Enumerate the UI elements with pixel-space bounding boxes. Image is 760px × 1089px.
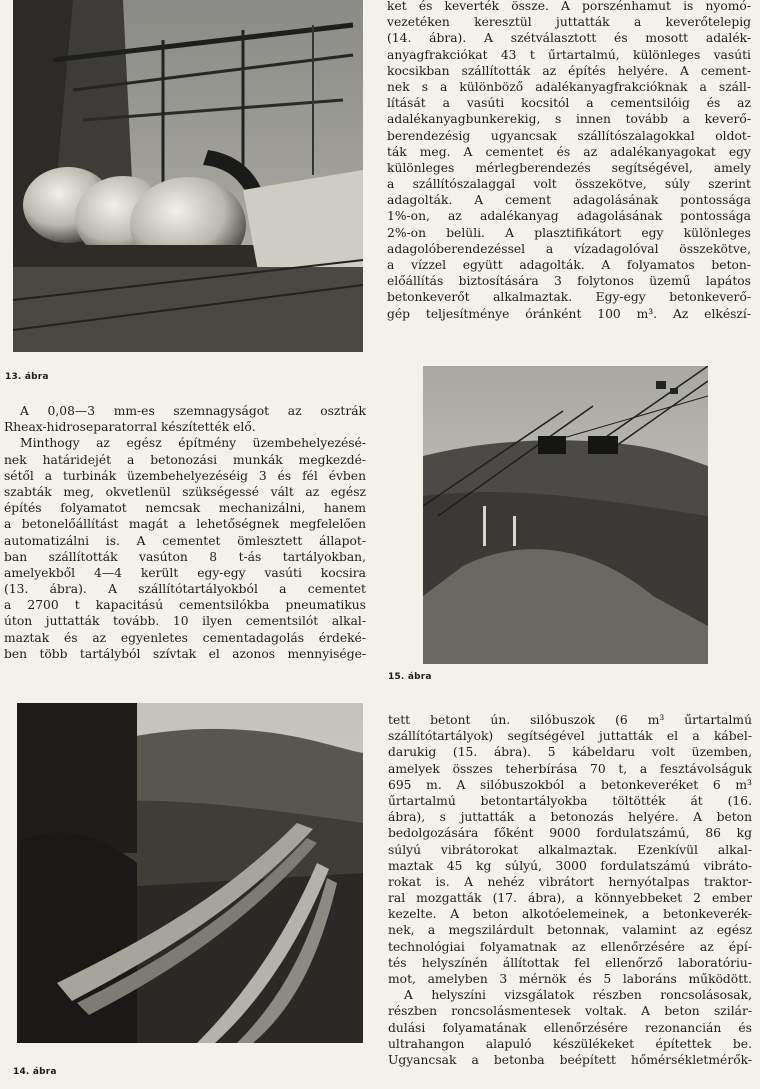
text-line: maztak és az egyenletes cementadagolás érdeké- bbox=[4, 630, 366, 645]
text-line: ábra), s juttatták a betonozás helyére. A beton bbox=[388, 810, 752, 825]
text-line: a 2700 t kapacitású cementsilókba pneumatikus bbox=[4, 598, 366, 613]
text-line: mot, amelyben 3 mérnök és 5 laboráns működött. bbox=[388, 972, 752, 986]
text-line: adagolták. A cement adagolásának pontossága bbox=[387, 193, 751, 208]
figure-15-caption: 15. ábra bbox=[388, 672, 432, 682]
figure-13-photo bbox=[13, 0, 363, 352]
text-line: lítását a vasúti kocsitól a cementsilóig és az bbox=[387, 96, 751, 111]
text-line: darukig (15. ábra). 5 kábeldaru volt üzemben, bbox=[388, 745, 752, 760]
text-line: technológiai folyamatnak az ellenőrzésére az épí- bbox=[388, 939, 752, 954]
right-column-bottom-text bbox=[388, 712, 752, 1068]
text-line: (14. ábra). A szétválasztott és mosott adalék- bbox=[387, 31, 751, 46]
text-line: nek s a különböző adalékanyagfrakcióknak a száll- bbox=[387, 79, 751, 94]
text-line: A 0,08—3 mm-es szemnagyságot az osztrák bbox=[20, 404, 366, 418]
text-line: ket és keverték össze. A porszénhamut is nyomó- bbox=[387, 0, 751, 13]
text-line: rokat is. A nehéz vibrátort hernyótalpas traktor- bbox=[388, 874, 752, 889]
text-line: amelyekből 4—4 került egy-egy vasúti kocsira bbox=[4, 565, 366, 580]
text-line: szabták meg, okvetlenül szükségessé vált az egész bbox=[4, 484, 366, 499]
left-column-middle-text bbox=[4, 403, 366, 662]
text-line: tés helyszínén állítottak fel ellenőrző laboratóriu- bbox=[388, 955, 752, 970]
text-line: 695 m. A silóbuszokból a betonkeveréket 6 m³ bbox=[388, 777, 752, 792]
text-line: (13. ábra). A szállítótartályokból a cementet bbox=[4, 582, 366, 597]
text-line: különleges mérlegberendezés segítségével, amely bbox=[387, 160, 751, 175]
text-line: a szállítószalaggal volt összekötve, súly szerint bbox=[387, 177, 751, 192]
text-line: ben több tartályból szívtak el azonos mennyisége- bbox=[4, 646, 366, 661]
text-line: építés folyamatot nemcsak mechanizálni, hanem bbox=[4, 501, 366, 516]
text-line: ultrahangon alapuló készülékeket építettek be. bbox=[388, 1036, 752, 1051]
text-line: kezelte. A beton alkotóelemeinek, a betonkeverék- bbox=[388, 907, 752, 922]
text-line: berendezésig ugyancsak szállítószalagokkal oldot- bbox=[387, 128, 751, 143]
right-column-top-text bbox=[387, 0, 751, 322]
text-line: a vízzel együtt adagolták. A folyamatos beton- bbox=[387, 258, 751, 272]
text-line: Rheax-hidroseparatorral készítették elő. bbox=[4, 420, 256, 435]
text-line: anyagfrakciókat 43 t űrtartalmú, különleges vasúti bbox=[387, 47, 751, 62]
text-line: ral mozgatták (17. ábra), a könnyebbeket 2 ember bbox=[388, 891, 752, 906]
text-line: A helyszíni vizsgálatok részben roncsolásosak, bbox=[404, 988, 752, 1003]
text-line: ták meg. A cementet és az adalékanyagokat egy bbox=[387, 144, 751, 159]
text-line: nek, a megszilárdult betonnak, valamint az egész bbox=[388, 923, 752, 938]
figure-14-photo bbox=[17, 703, 363, 1043]
text-line: adagolóberendezéssel a vízadagolóval összekötve, bbox=[387, 241, 751, 256]
text-line: maztak 45 kg súlyú, 3000 fordulatszámú vibráto- bbox=[388, 858, 752, 873]
figure-14-caption: 14. ábra bbox=[13, 1067, 57, 1077]
text-line: 2%-on belüli. A plasztifikátort egy különleges bbox=[387, 225, 751, 240]
figure-13-caption: 13. ábra bbox=[5, 372, 49, 382]
text-line: dulási folyamatának ellenőrzésére rezonancián és bbox=[388, 1020, 752, 1035]
figure-15-photo bbox=[423, 366, 708, 664]
text-line: úton juttatták tovább. 10 ilyen cementsilót alkal- bbox=[4, 614, 366, 629]
text-line: nek határidejét a betonozási munkák megkezdé- bbox=[4, 452, 366, 467]
text-line: 1%-on, az adalékanyag adagolásának pontossága bbox=[387, 209, 751, 224]
text-line: amelyek összes teherbírása 70 t, a fesztávolságuk bbox=[388, 761, 752, 776]
text-line: kocsikban szállították az építés helyére. A cement- bbox=[387, 63, 751, 78]
text-line: gép teljesítménye óránként 100 m³. Az elkészí- bbox=[387, 306, 751, 321]
text-line: űrtartalmú betontartályokba töltötték át (16. bbox=[388, 793, 752, 808]
text-line: automatizálni is. A cementet ömlesztett állapot- bbox=[4, 533, 366, 548]
text-line: előállítás biztosítására 3 folytonos üzemű lapátos bbox=[387, 274, 751, 289]
text-line: Minthogy az egész építmény üzembehelyezésé- bbox=[20, 436, 366, 451]
text-line: részben roncsolásmentesek voltak. A beton szilár- bbox=[388, 1004, 752, 1019]
text-line: szállítótartályok) segítségével juttatták el a kábel- bbox=[388, 729, 752, 744]
text-line: súlyú vibrátorokat alkalmaztak. Ezenkívül alkal- bbox=[388, 842, 752, 857]
text-line: bedolgozására főként 9000 fordulatszámú, 86 kg bbox=[388, 826, 752, 841]
text-line: vezetéken keresztül juttatták a keverőtelepig bbox=[387, 15, 751, 30]
text-line: ban szállították vasúton 8 t-ás tartályokban, bbox=[4, 549, 366, 564]
text-line: a betonelőállítást magát a lehetőségnek megfelelően bbox=[4, 517, 366, 532]
text-line: sétől a turbinák üzembehelyezéséig 3 és fél évben bbox=[4, 468, 366, 483]
text-line: betonkeverőt alkalmaztak. Egy-egy betonkeverő- bbox=[387, 290, 751, 305]
text-line: Ugyancsak a betonba beépített hőmérsékletmérők- bbox=[388, 1052, 752, 1067]
text-line: adalékanyagbunkerekig, s innen tovább a keverő- bbox=[387, 112, 751, 127]
text-line: tett betont ún. silóbuszok (6 m³ űrtartalmú bbox=[388, 713, 752, 727]
